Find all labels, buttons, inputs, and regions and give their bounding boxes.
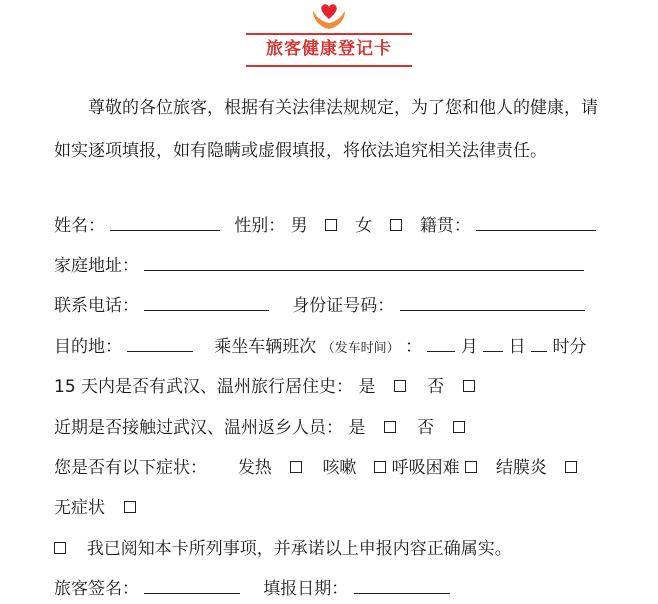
native-place-label: 籍贯：: [419, 216, 471, 236]
address-field[interactable]: [144, 252, 584, 271]
symptom-breathing-checkbox[interactable]: [465, 461, 477, 473]
heart-hands-icon: [309, 1, 349, 31]
travel-history-question: 15 天内是否有武汉、温州旅行居住史：: [54, 377, 354, 397]
symptom-cough-label: 咳嗽: [322, 458, 357, 478]
no-label: 否: [427, 377, 445, 397]
symptom-fever-label: 发热: [237, 458, 272, 478]
symptoms-label: 您是否有以下症状：: [54, 458, 207, 478]
time-unit-label: 时分: [552, 337, 587, 357]
name-field[interactable]: [110, 212, 220, 231]
no-label: 否: [417, 418, 435, 438]
female-label: 女: [355, 216, 373, 236]
id-number-label: 身份证号码：: [292, 296, 395, 316]
hour-field[interactable]: [531, 333, 547, 352]
row-basic-info: [54, 211, 596, 241]
declaration-text: 我已阅知本卡所列事项，并承诺以上申报内容正确属实。: [86, 539, 512, 559]
contact-history-yes-checkbox[interactable]: [384, 421, 396, 433]
yes-label: 是: [358, 377, 376, 397]
symptom-breathing-label: 呼吸困难: [391, 458, 460, 478]
title-bottom-rule: [246, 65, 412, 67]
declaration-checkbox[interactable]: [54, 542, 66, 554]
month-label: 月: [460, 337, 478, 357]
colon: ：: [405, 337, 423, 357]
date-field[interactable]: [354, 575, 450, 594]
native-place-field[interactable]: [476, 212, 596, 231]
travel-history-no-checkbox[interactable]: [463, 380, 475, 392]
symptom-fever-checkbox[interactable]: [290, 461, 302, 473]
title-block: [246, 33, 412, 67]
id-number-field[interactable]: [400, 292, 585, 311]
intro-paragraph: 尊敬的各位旅客，根据有关法律法规规定，为了您和他人的健康，请如实逐项填报，如有隐瞒或虚假填报，将依法追究相关法律责任。: [54, 98, 598, 161]
row-phone-id: [54, 291, 585, 321]
name-label: 姓名：: [54, 216, 105, 236]
yes-label: 是: [348, 418, 366, 438]
row-no-symptoms: [54, 493, 136, 523]
departure-time-note: （发车时间）: [321, 341, 400, 356]
day-field[interactable]: [483, 333, 503, 352]
vehicle-label: 乘坐车辆班次: [214, 337, 317, 357]
row-trip: [54, 332, 586, 362]
symptom-conjunctivitis-checkbox[interactable]: [565, 461, 577, 473]
no-symptoms-label: 无症状: [54, 498, 105, 518]
row-symptoms: [54, 453, 577, 483]
title-top-rule: [246, 33, 412, 35]
travel-history-yes-checkbox[interactable]: [394, 380, 406, 392]
destination-label: 目的地：: [54, 337, 122, 357]
phone-field[interactable]: [144, 292, 269, 311]
row-travel-history: [54, 372, 475, 402]
phone-label: 联系电话：: [54, 296, 139, 316]
row-signature: [54, 574, 450, 604]
date-label: 填报日期：: [263, 579, 349, 599]
female-checkbox[interactable]: [390, 219, 402, 231]
day-label: 日: [508, 337, 526, 357]
male-label: 男: [290, 216, 308, 236]
address-label: 家庭地址：: [54, 256, 139, 276]
row-address: [54, 251, 584, 281]
page-title: 旅客健康登记卡: [266, 39, 392, 59]
no-symptoms-checkbox[interactable]: [124, 501, 136, 513]
signature-label: 旅客签名：: [54, 579, 139, 599]
signature-field[interactable]: [144, 575, 240, 594]
row-contact-history: [54, 413, 465, 443]
destination-field[interactable]: [127, 333, 193, 352]
contact-history-no-checkbox[interactable]: [453, 421, 465, 433]
contact-history-question: 近期是否接触过武汉、温州返乡人员：: [54, 418, 343, 438]
month-field[interactable]: [427, 333, 455, 352]
symptom-conjunctivitis-label: 结膜炎: [495, 458, 547, 478]
symptom-cough-checkbox[interactable]: [374, 461, 386, 473]
male-checkbox[interactable]: [325, 219, 337, 231]
row-declaration: [54, 534, 512, 564]
gender-label: 性别：: [234, 216, 286, 236]
heart-shape: [321, 4, 336, 19]
